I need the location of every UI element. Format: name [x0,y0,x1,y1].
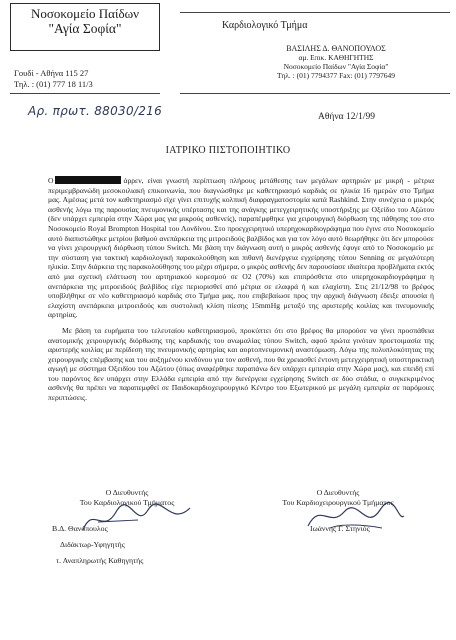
doctor-name: ΒΑΣΙΛΗΣ Δ. ΘΑΝΟΠΟΥΛΟΣ [286,44,386,53]
department-name: Καρδιολογικό Τμήμα [222,20,308,31]
document-date: Αθήνα 12/1/99 [318,112,376,122]
right-signatory-heading: Ο Διευθυντής [316,488,360,497]
hospital-phone: Τηλ. : (01) 777 18 11/3 [14,79,93,89]
right-signatory-department: Του Καρδιοχειρουργικού Τμήματος [282,498,394,507]
redacted-patient-name [55,176,121,184]
left-signatory-department: Του Καρδιολογικού Τμήματος [79,498,175,507]
left-signatory-heading: Ο Διευθυντής [105,488,149,497]
header-rule-left [10,93,160,94]
doctor-title: αμ. Επικ. ΚΑΘΗΓΗΤΗΣ [298,53,374,62]
doctor-hospital: Νοσοκομείο Παίδων "Αγία Σοφία" [283,62,389,71]
doctor-stamp [236,44,436,80]
document-title: ΙΑΤΡΙΚΟ ΠΙΣΤΟΠΟΙΗΤΙΚΟ [165,145,291,156]
paragraph-2: Με βάση τα ευρήματα του τελευταίου καθετηριασμού, προκύπτει ότι στο βρέφος θα μπορούσε να γίνει προσπάθεια ανατομικής χειρουργικής διόρθωσης της καρδιακής του ανωμαλίας τύπου Switch, αφού πρώτα γινόταν προετοιμασία της αριστερής κοιλίας με περίδεση της πνευμονικής αρτηρίας και αορτοπνευμονική αναστόμωση. Λόγω της πολυπλοκότητας της χειρουργικής επέμβασης και του αυξημένου κινδύνου για τον ασθενή, που θα χρειασθεί έντονη μετεγχειρητική υποστηρικτική αγωγή με σύστημα Οξειδίου του Αζώτου (όπως αναφέρθηκε παραπάνω δεν υπάρχει εμπειρία στην Χώρα μας), και επειδή επί του παρόντος δεν υπάρχει στην Ελλάδα εμπειρία από την διενέργεια εγχείρησης Switch σε δύο στάδια, ο συγκεκριμένος ασθενής θα πρέπει να παραπεμφθεί σε Παιδοκαρδιοχειρουργικό Κέντρο του Εξωτερικού με μεγάλη εμπειρία σε παρόμοιες περιπτώσεις. [48,325,434,403]
paragraph-1 [48,176,434,320]
hospital-address: Γουδί - Αθήνα 115 27 [14,68,89,78]
paragraph-1-prefix: Ο [48,176,54,185]
doctor-phone: Τηλ. : (01) 7794377 Fax: (01) 7797649 [277,71,395,80]
right-signatory-name: Ιωάννης Γ. Στηνιός [310,524,370,533]
left-signatory-role: Διδάκτωρ-Υφηγητής [60,540,125,549]
paragraph-1-text: άρρεν, είναι γνωστή περίπτωση πλήρους μετάθεσης των μεγάλων αρτηριών με μικρή - μέτρια περιμεμβρανώδη μεσοκοιλιακή επικοινωνία, που διαγνώσθηκε με καθετηριασμό καρδιάς σε ηλικία 16 ημερών στο Τμήμα μας. Αμέσως μετά τον καθετηριασμό είχε γίνει επιτυχής κολπική διαφραγματοστομία κατά Rashkind. Στην συνέχεια ο μικρός ασθενής λόγω της παρουσίας πνευμονικής υπέρτασης και της ανάγκης μετεγχειρητικής υποστήριξης με Οξείδιο του Αζώτου (δεν υπάρχει εμπειρία στην Χώρα μας για μικρούς ασθενείς), παραπέμφθηκε για χειρουργική διόρθωση της πάθησης του στο Νοσοκομείο Royal Brompton Hospital του Λονδίνου. Στο προεγχειρητικό υπερηχοκαρδιογράφημα που έγινε στο Νοσοκομείο αυτό διαπιστώθηκε μετρίου βαθμού ανεπάρκεια της μιτροειδούς βαλβίδος και για τον λόγο αυτό θεωρήθηκε ότι δεν μπορούσε να γίνει χειρουργική διόρθωση τύπου Switch. Με βάση την διάγνωση αυτή ο μικρός ασθενής έφυγε από το Νοσοκομείο με την σύσταση για τακτική καρδιολογική παρακολούθηση και πιθανή διενέργεια εγχείρησης τύπου Senning σε μεγαλύτερη ηλικία. Στην διάρκεια της παρακολούθησης του μέχρι σήμερα, ο μικρός ασθενής δεν παρουσίασε ιδιαίτερα προβλήματα εκτός από μια σχετική ελάττωση του αρτηριακού κορεσμού σε Ο2 (70%) και επιπρόσθετα στο υπερηχοκαρδιογράφημα η ανεπάρκεια της μιτροειδούς βαλβίδος είχε περιορισθεί από μέτρια σε ελαφρά ή και ελαχίστη. Στις 21/12/98 το βρέφος υποβλήθηκε σε νέο καθετηριασμό καρδιάς στο Τμήμα μας, που επιβεβαίωσε προς την αρχική διάγνωση έδειξε απουσία ή ελαχίστη ανεπάρκεια μιτροειδούς και συστολική κλίση πίεσης 15mmHg μεταξύ της αριστερής κοιλίας και πνευμονικής αρτηρίας. [48,176,434,320]
hospital-name: Νοσοκομείο Παίδων [30,6,140,21]
hospital-subname: "Αγία Σοφία" [48,21,122,36]
hospital-header-box [10,3,160,51]
header-rule-top [180,12,450,13]
left-handwritten-signature [78,500,198,540]
left-signatory-name: Β.Δ. Θανόπουλος [52,524,108,533]
certificate-body [48,176,434,403]
protocol-number: Αρ. πρωτ. 88030/216 [28,104,163,118]
header-rule-right [180,93,450,94]
left-signatory-former-role: τ. Αναπληρωτής Καθηγητής [56,556,144,565]
